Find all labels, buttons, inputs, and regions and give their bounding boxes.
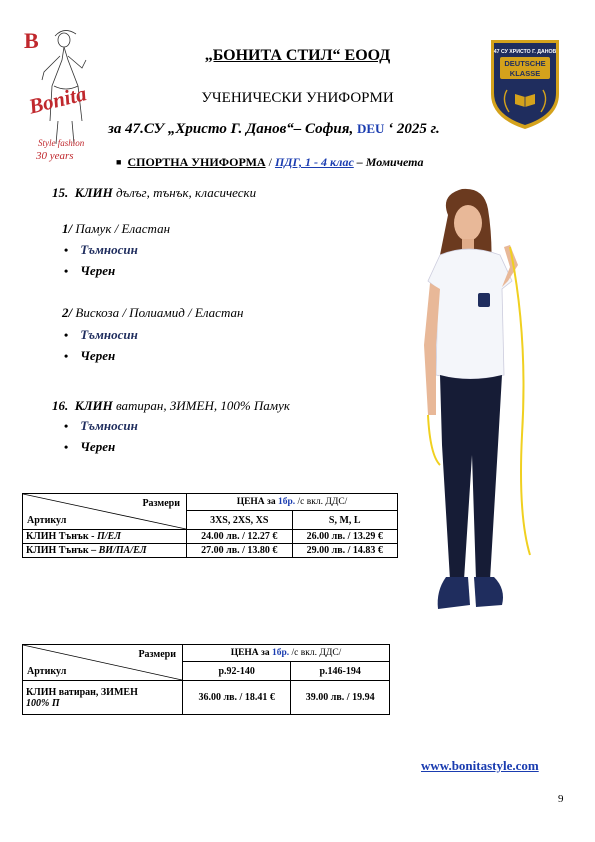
grade-link: ПДГ, 1 - 4 клас	[274, 155, 354, 169]
badge-line1: DEUTSCHE	[504, 59, 546, 68]
logo-years: 30 years	[36, 150, 74, 162]
variant-2-title: 2/ Вискоза / Полиамид / Еластан	[62, 305, 244, 320]
list-item: • Черен	[64, 263, 116, 278]
sizes-header: Размери	[142, 498, 180, 509]
variant-1-title: 1/ Памук / Еластан	[62, 221, 171, 236]
list-item: • Тъмносин	[64, 327, 138, 342]
badge-line2: KLASSE	[509, 69, 541, 78]
size-column: S, M, L	[292, 511, 398, 530]
table-row: КЛИН Тънък – ВИ/ПА/ЕЛ 27.00 лв. / 13.80 € 29.00 лв. / 14.83 €	[23, 544, 398, 558]
price-table-2	[22, 644, 390, 715]
price-header: ЦЕНА за 1бр. /с вкл. ДДС/	[187, 494, 398, 511]
size-column: 3XS, 2XS, XS	[187, 511, 293, 530]
shirt-badge-icon	[478, 293, 490, 307]
model-photo	[410, 185, 540, 637]
price-header: ЦЕНА за 1бр. /с вкл. ДДС/	[183, 645, 390, 662]
size-column: р.146-194	[291, 662, 390, 681]
catalog-subtitle: УЧЕНИЧЕСКИ УНИФОРМИ	[201, 90, 394, 106]
item-16-title: 16. КЛИН ватиран, ЗИМЕН, 100% Памук	[52, 398, 290, 413]
size-column: р.92-140	[183, 662, 291, 681]
list-item: • Тъмносин	[64, 242, 138, 257]
logo-tagline: Style fashion	[38, 138, 85, 148]
badge-top-text: 47 СУ ХРИСТО Г. ДАНОВ	[493, 49, 557, 55]
list-item: • Тъмносин	[64, 418, 138, 433]
square-bullet-icon: ■	[116, 157, 122, 167]
logo-brand: Bonita	[26, 81, 89, 119]
website-link[interactable]: www.bonitastyle.com	[421, 758, 539, 773]
section-heading: ■ СПОРТНА УНИФОРМА / ПДГ, 1 - 4 клас – Момичета	[116, 155, 424, 169]
school-line: за 47.СУ „Христо Г. Данов“– София, DEU ‘ 2025 г.	[108, 121, 440, 137]
table-row: КЛИН Тънък - П/ЕЛ 24.00 лв. / 12.27 € 26.00 лв. / 13.29 €	[23, 530, 398, 544]
table-corner-header	[23, 494, 187, 530]
school-deu: DEU	[356, 121, 385, 136]
table-corner-header	[23, 645, 183, 681]
article-header: Артикул	[27, 515, 67, 526]
table-row: КЛИН ватиран, ЗИМЕН 100% П 36.00 лв. / 18.41 € 39.00 лв. / 19.94	[23, 681, 390, 715]
article-header: Артикул	[27, 666, 67, 677]
list-item: • Черен	[64, 439, 116, 454]
item-15-title: 15. КЛИН дълъг, тънък, класически	[52, 185, 257, 200]
page-number: 9	[558, 793, 564, 805]
price-table-1	[22, 493, 398, 558]
logo-letter: B	[24, 28, 39, 53]
list-item: • Черен	[64, 348, 116, 363]
sizes-header: Размери	[138, 649, 176, 660]
company-name: „БОНИТА СТИЛ“ ЕООД	[204, 47, 391, 64]
